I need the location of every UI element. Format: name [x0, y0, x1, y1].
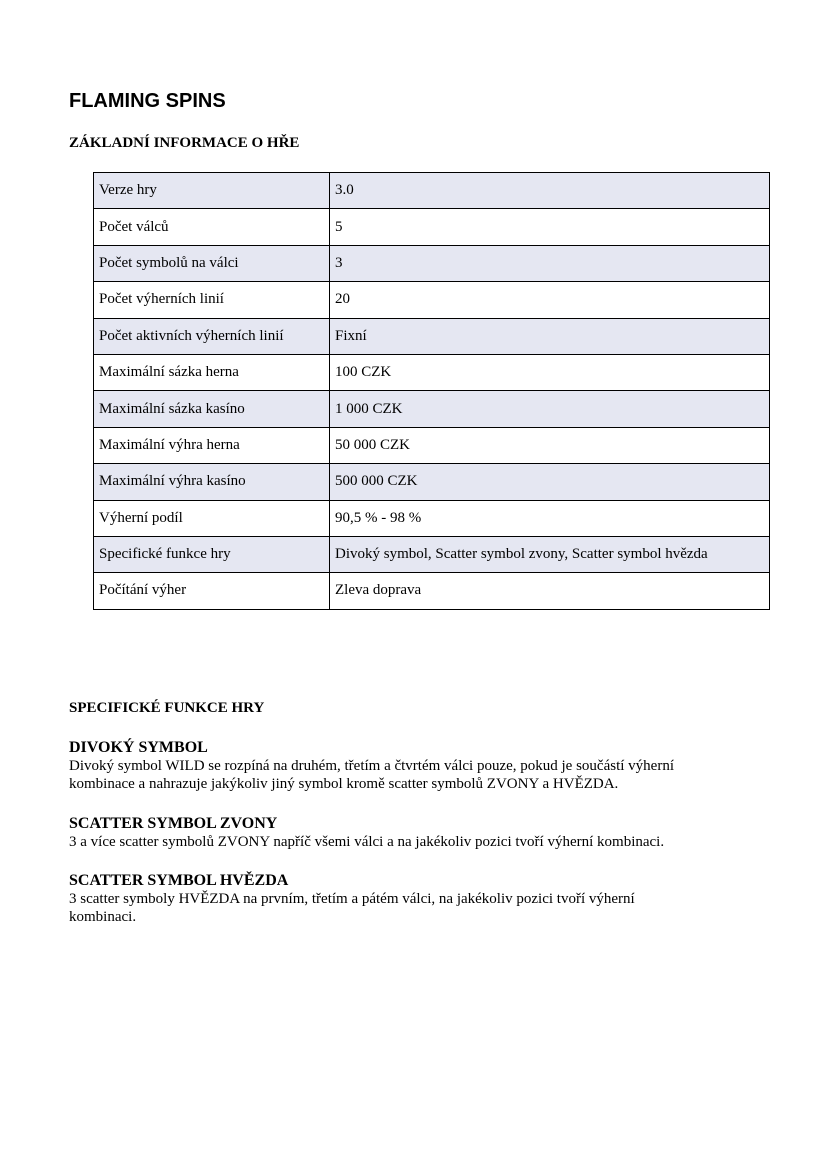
- table-row: [94, 500, 770, 536]
- section-heading: SCATTER SYMBOL ZVONY: [69, 815, 278, 832]
- row-value: 3.0: [330, 173, 770, 209]
- row-label: Počet symbolů na válci: [94, 245, 330, 281]
- table-row: [94, 245, 770, 281]
- table-row: [94, 391, 770, 427]
- section-scatter-bells: [69, 815, 664, 851]
- table-row: [94, 427, 770, 463]
- info-heading: ZÁKLADNÍ INFORMACE O HŘE: [69, 135, 300, 151]
- table-row: [94, 209, 770, 245]
- row-value: Zleva doprava: [330, 573, 770, 609]
- row-value: 100 CZK: [330, 354, 770, 390]
- table-row: [94, 282, 770, 318]
- section-heading: SCATTER SYMBOL HVĚZDA: [69, 872, 289, 889]
- features-heading: SPECIFICKÉ FUNKCE HRY: [69, 700, 265, 716]
- row-value: 50 000 CZK: [330, 427, 770, 463]
- row-label: Počet aktivních výherních linií: [94, 318, 330, 354]
- row-label: Počítání výher: [94, 573, 330, 609]
- row-label: Specifické funkce hry: [94, 536, 330, 572]
- row-value: 3: [330, 245, 770, 281]
- section-text: Divoký symbol WILD se rozpíná na druhém, třetím a čtvrtém válci pouze, pokud je součástí výherní: [69, 758, 674, 774]
- row-value: Divoký symbol, Scatter symbol zvony, Scatter symbol hvězda: [330, 536, 770, 572]
- section-text: kombinaci.: [69, 909, 137, 925]
- section-scatter-star: [69, 872, 635, 926]
- row-value: 5: [330, 209, 770, 245]
- row-label: Počet válců: [94, 209, 330, 245]
- table-row: [94, 573, 770, 609]
- row-label: Maximální výhra kasíno: [94, 464, 330, 500]
- row-value: 20: [330, 282, 770, 318]
- row-label: Výherní podíl: [94, 500, 330, 536]
- row-label: Maximální sázka kasíno: [94, 391, 330, 427]
- row-label: Maximální sázka herna: [94, 354, 330, 390]
- row-label: Počet výherních linií: [94, 282, 330, 318]
- section-text: kombinace a nahrazuje jakýkoliv jiný symbol kromě scatter symbolů ZVONY a HVĚZDA.: [69, 776, 619, 792]
- row-label: Maximální výhra herna: [94, 427, 330, 463]
- section-wild: [69, 739, 674, 793]
- row-label: Verze hry: [94, 173, 330, 209]
- table-row: [94, 318, 770, 354]
- row-value: 1 000 CZK: [330, 391, 770, 427]
- page-title: FLAMING SPINS: [69, 90, 226, 112]
- row-value: 500 000 CZK: [330, 464, 770, 500]
- row-value: 90,5 % - 98 %: [330, 500, 770, 536]
- row-value: Fixní: [330, 318, 770, 354]
- table-row: [94, 536, 770, 572]
- table-row: [94, 354, 770, 390]
- section-text: 3 scatter symboly HVĚZDA na prvním, třetím a pátém válci, na jakékoliv pozici tvoří výherní: [69, 891, 635, 907]
- section-heading: DIVOKÝ SYMBOL: [69, 739, 208, 756]
- section-text: 3 a více scatter symbolů ZVONY napříč všemi válci a na jakékoliv pozici tvoří výherní kombinaci.: [69, 834, 665, 850]
- game-info-table: [93, 172, 770, 610]
- table-row: [94, 464, 770, 500]
- table-row: [94, 173, 770, 209]
